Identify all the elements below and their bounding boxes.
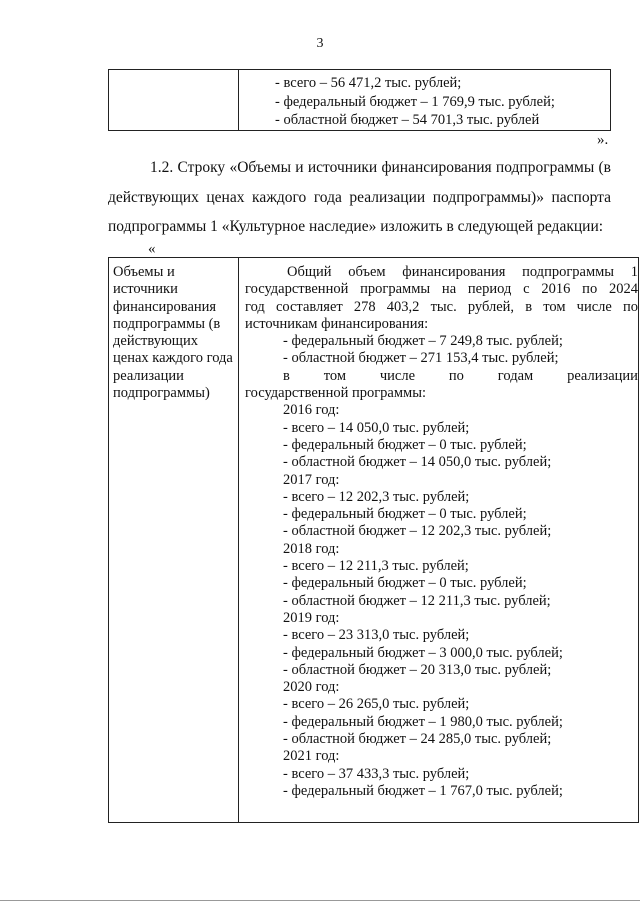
by-years-word: числе — [379, 367, 416, 384]
page-number: 3 — [316, 36, 324, 51]
intro-line: государственной программы на период с 2016 по 2024 — [245, 281, 638, 298]
by-years-word: том — [323, 367, 347, 384]
year-federal-line: - федеральный бюджет – 3 000,0 тыс. рублей; — [283, 644, 563, 661]
row-header-line: ценах каждого года — [113, 350, 233, 367]
year-regional-line: - областной бюджет – 14 050,0 тыс. рублей; — [283, 454, 552, 471]
row-header-line: источники — [113, 281, 178, 298]
closing-quote: ». — [597, 132, 609, 148]
opening-quote: « — [148, 241, 156, 257]
intro-line: Общий объем финансирования подпрограммы 1 — [287, 264, 638, 280]
financing-table — [108, 257, 639, 823]
continuation-total-line: - всего – 56 471,2 тыс. рублей; — [275, 75, 462, 91]
year-total-line: - всего – 14 050,0 тыс. рублей; — [283, 419, 470, 436]
row-header-line: финансирования — [113, 298, 217, 315]
year-heading: 2016 год: — [283, 402, 340, 419]
year-heading: 2018 год: — [283, 540, 340, 557]
year-total-line: - всего – 26 265,0 тыс. рублей; — [283, 696, 470, 713]
year-federal-line: - федеральный бюджет – 0 тыс. рублей; — [283, 436, 527, 453]
year-federal-line: - федеральный бюджет – 1 767,0 тыс. рублей; — [283, 782, 563, 799]
year-heading: 2017 год: — [283, 471, 340, 488]
intro-line: источникам финансирования: — [245, 315, 429, 332]
continuation-federal-line: - федеральный бюджет – 1 769,9 тыс. рублей; — [275, 93, 555, 110]
year-regional-line: - областной бюджет – 20 313,0 тыс. рублей; — [283, 661, 552, 678]
amendment-paragraph: 1.2. Строку «Объемы и источники финансирования подпрограммы (в действующих ценах каждого года реализации подпрограммы)» паспорта подпрограммы 1 «Культурное наследие» изложить в следующей редакции: — [108, 159, 611, 235]
total-regional-line: - областной бюджет – 271 153,4 тыс. рублей; — [283, 350, 559, 367]
row-header-line: подпрограммы (в — [113, 315, 221, 332]
page-bottom-rule — [0, 900, 640, 901]
table-column-divider — [238, 258, 239, 822]
by-years-tail: государственной программы: — [245, 385, 426, 402]
year-federal-line: - федеральный бюджет – 0 тыс. рублей; — [283, 575, 527, 592]
year-regional-line: - областной бюджет – 12 202,3 тыс. рублей; — [283, 523, 552, 540]
year-heading: 2021 год: — [283, 748, 340, 765]
year-federal-line: - федеральный бюджет – 1 980,0 тыс. рублей; — [283, 713, 563, 730]
by-years-word: реализации — [567, 367, 638, 384]
continuation-regional-line: - областной бюджет – 54 701,3 тыс. рублей — [275, 112, 540, 128]
year-total-line: - всего – 37 433,3 тыс. рублей; — [283, 765, 470, 782]
by-years-line — [245, 368, 638, 385]
year-regional-line: - областной бюджет – 24 285,0 тыс. рублей; — [283, 731, 552, 748]
continuation-financing-lines — [275, 74, 555, 130]
year-regional-line: - областной бюджет – 12 211,3 тыс. рублей; — [283, 592, 551, 609]
year-federal-line: - федеральный бюджет – 0 тыс. рублей; — [283, 506, 527, 523]
by-years-word: в — [283, 367, 290, 384]
financing-details-cell — [245, 264, 638, 800]
row-header-line: реализации — [113, 367, 184, 384]
table-column-divider — [238, 70, 239, 130]
row-header-line: подпрограммы) — [113, 385, 210, 402]
year-heading: 2019 год: — [283, 609, 340, 626]
row-header-line: действующих — [113, 333, 198, 350]
year-total-line: - всего – 23 313,0 тыс. рублей; — [283, 627, 470, 644]
year-total-line: - всего – 12 202,3 тыс. рублей; — [283, 488, 470, 505]
year-total-line: - всего – 12 211,3 тыс. рублей; — [283, 558, 469, 575]
by-years-word: годам — [497, 367, 534, 384]
row-header-cell — [113, 264, 237, 402]
total-federal-line: - федеральный бюджет – 7 249,8 тыс. рублей; — [283, 333, 563, 350]
intro-line: год составляет 278 403,2 тыс. рублей, в том числе по — [245, 298, 638, 315]
year-heading: 2020 год: — [283, 679, 340, 696]
by-years-word: по — [448, 367, 464, 384]
row-header-line: Объемы и — [113, 264, 175, 280]
continuation-table — [108, 69, 611, 131]
